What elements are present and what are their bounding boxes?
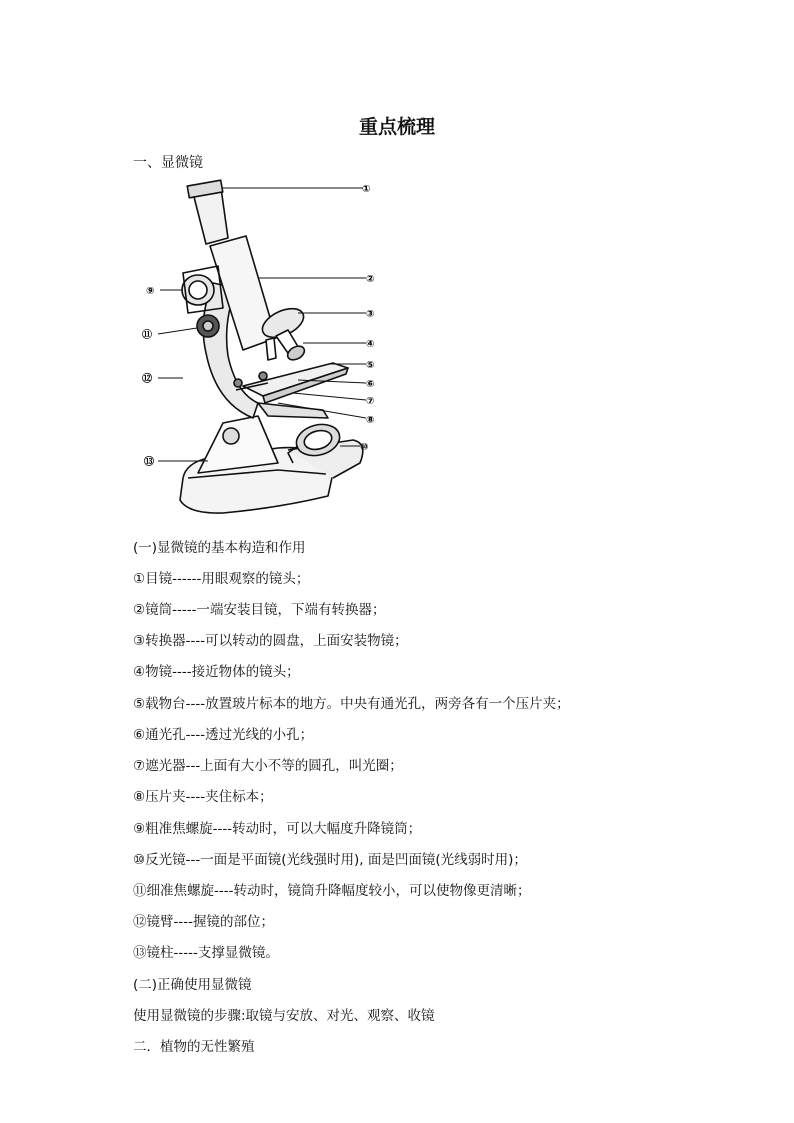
section-heading-microscope: 一、显微镜: [133, 155, 203, 171]
part-description: ⑪细准焦螺旋----转动时，镜筒升降幅度较小，可以使物像更清晰；: [133, 883, 531, 899]
microscope-diagram: [128, 178, 388, 530]
part-description: ①目镜------用眼观察的镜头；: [133, 571, 310, 587]
part-description: ⑧压片夹----夹住标本；: [133, 789, 273, 805]
callout-label: ⑦: [366, 396, 375, 407]
part-description: ⑫镜臂----握镜的部位；: [133, 914, 274, 930]
callout-label: ③: [366, 309, 375, 320]
usage-steps: 使用显微镜的步骤:取镜与安放、对光、观察、收镜: [133, 1008, 435, 1024]
part-description: ⑨粗准焦螺旋----转动时，可以大幅度升降镜筒；: [133, 821, 422, 837]
section-heading-asexual-reproduction: 二．植物的无性繁殖: [133, 1039, 255, 1055]
callout-label: ⑪: [142, 330, 152, 341]
callout-label: ⑧: [366, 415, 375, 426]
callout-label: ①: [362, 184, 371, 195]
part-description: ⑤载物台----放置玻片标本的地方。中央有通光孔，两旁各有一个压片夹；: [133, 696, 570, 712]
callout-label: ⑩: [360, 442, 369, 453]
subsection-heading-structure: (一)显微镜的基本构造和作用: [133, 540, 306, 556]
callout-label: ⑬: [144, 457, 154, 468]
part-description: ⑥通光孔----透过光线的小孔；: [133, 727, 314, 743]
page-title: 重点梳理: [358, 116, 435, 138]
part-description: ⑦遮光器---上面有大小不等的圆孔，叫光圈；: [133, 758, 403, 774]
callout-label: ⑫: [142, 374, 152, 385]
callout-label: ⑥: [366, 379, 375, 390]
subsection-heading-usage: (二)正确使用显微镜: [133, 977, 252, 993]
part-description: ⑩反光镜---一面是平面镜(光线强时用), 面是凹面镜(光线弱时用)；: [133, 852, 527, 868]
callout-label: ②: [366, 274, 375, 285]
callout-label: ⑤: [366, 360, 375, 371]
part-description: ②镜筒-----一端安装目镜，下端有转换器；: [133, 602, 386, 618]
callout-label: ⑨: [146, 286, 155, 297]
callout-label: ④: [366, 339, 375, 350]
part-description: ⑬镜柱-----支撑显微镜。: [133, 945, 279, 961]
part-description: ③转换器----可以转动的圆盘，上面安装物镜；: [133, 633, 408, 649]
part-description: ④物镜----接近物体的镜头；: [133, 664, 300, 680]
